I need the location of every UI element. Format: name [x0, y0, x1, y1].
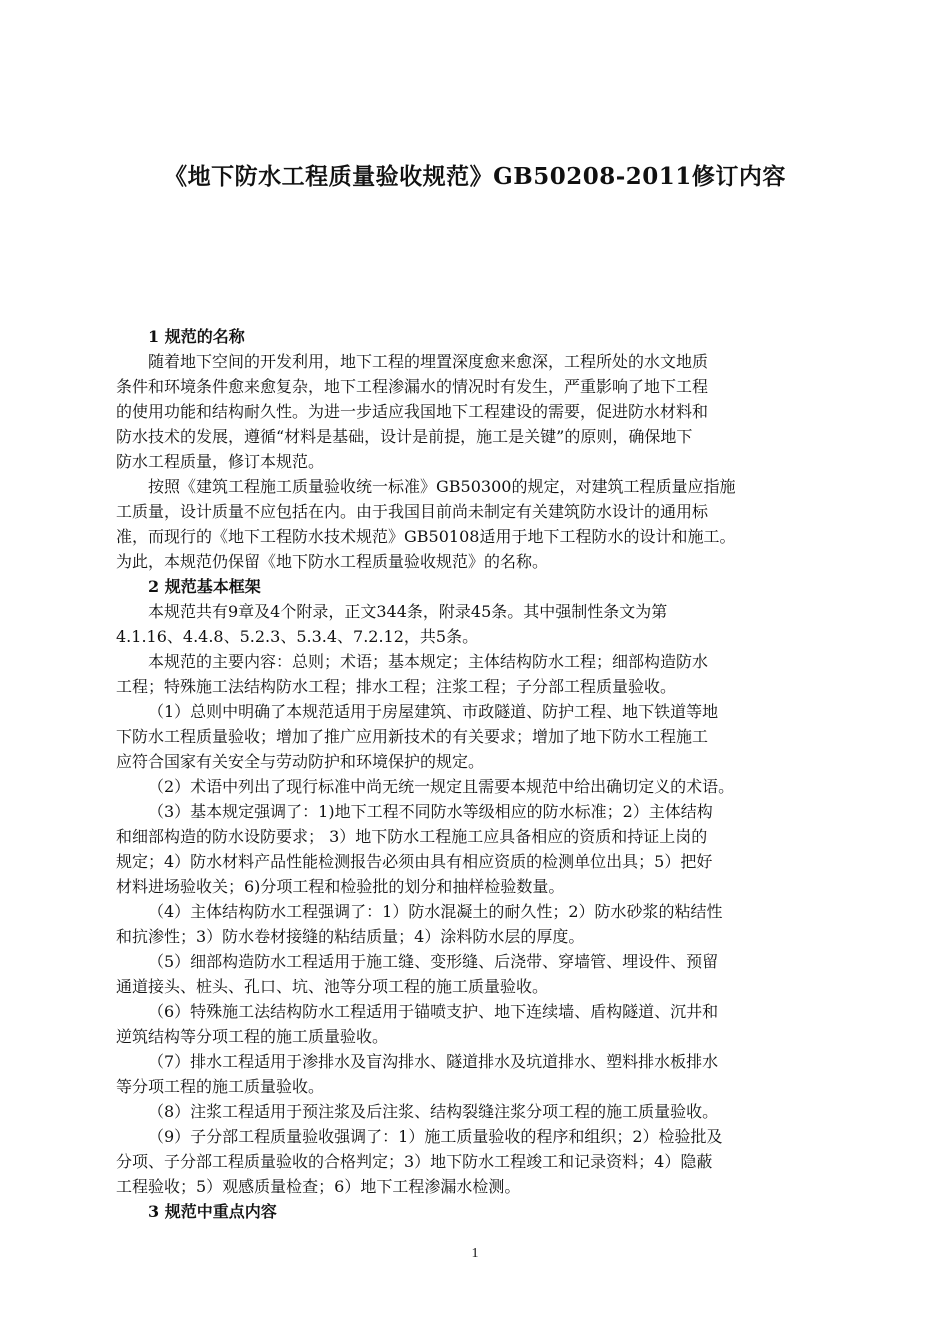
paragraph: [116, 799, 836, 899]
paragraph-line: 工程验收；5）观感质量检查；6）地下工程渗漏水检测。: [116, 1177, 521, 1196]
paragraph-line: 按照《建筑工程施工质量验收统一标准》GB50300的规定，对建筑工程质量应指施: [148, 477, 736, 496]
paragraph-line: 下防水工程质量验收；增加了推广应用新技术的有关要求；增加了地下防水工程施工: [116, 727, 709, 746]
paragraph: [116, 699, 836, 774]
paragraph-line: 通道接头、桩头、孔口、坑、池等分项工程的施工质量验收。: [116, 977, 549, 996]
paragraph-line: 工程；特殊施工法结构防水工程；排水工程；注浆工程；子分部工程质量验收。: [116, 677, 677, 696]
paragraph: [116, 599, 836, 649]
section-heading: 1 规范的名称: [148, 327, 245, 346]
paragraph-line: （6）特殊施工法结构防水工程适用于锚喷支护、地下连续墙、盾构隧道、沉井和: [148, 1002, 719, 1021]
paragraph: [116, 474, 836, 574]
section-heading: 3 规范中重点内容: [148, 1202, 277, 1221]
paragraph-line: 4.1.16、4.4.8、5.2.3、5.3.4、7.2.12，共5条。: [116, 627, 479, 646]
paragraph-line: 工质量，设计质量不应包括在内。由于我国目前尚未制定有关建筑防水设计的通用标: [116, 502, 709, 521]
page-number: 1: [471, 1246, 479, 1261]
paragraph-line: （9）子分部工程质量验收强调了：1）施工质量验收的程序和组织；2）检验批及: [148, 1127, 723, 1146]
paragraph-line: 防水技术的发展，遵循“材料是基础，设计是前提，施工是关键”的原则，确保地下: [116, 427, 693, 446]
paragraph-line: 分项、子分部工程质量验收的合格判定；3）地下防水工程竣工和记录资料；4）隐蔽: [116, 1152, 713, 1171]
paragraph-line: 应符合国家有关安全与劳动防护和环境保护的规定。: [116, 752, 485, 771]
paragraph-line: 和抗渗性；3）防水卷材接缝的粘结质量；4）涂料防水层的厚度。: [116, 927, 585, 946]
paragraph-line: 防水工程质量，修订本规范。: [116, 452, 325, 471]
paragraph-line: 本规范的主要内容：总则；术语；基本规定；主体结构防水工程；细部构造防水: [148, 652, 709, 671]
paragraph: [116, 949, 836, 999]
paragraph-line: 和细部构造的防水设防要求； 3）地下防水工程施工应具备相应的资质和持证上岗的: [116, 827, 708, 846]
paragraph-line: 材料进场验收关；6)分项工程和检验批的划分和抽样检验数量。: [116, 877, 565, 896]
paragraph: [116, 999, 836, 1049]
paragraph-line: （1）总则中明确了本规范适用于房屋建筑、市政隧道、防护工程、地下铁道等地: [148, 702, 719, 721]
paragraph-line: （4）主体结构防水工程强调了：1）防水混凝土的耐久性；2）防水砂浆的粘结性: [148, 902, 723, 921]
document-body: [116, 324, 836, 1224]
paragraph-line: 准，而现行的《地下工程防水技术规范》GB50108适用于地下工程防水的设计和施工。: [116, 527, 736, 546]
paragraph: [116, 774, 836, 799]
paragraph-line: 等分项工程的施工质量验收。: [116, 1077, 325, 1096]
paragraph-line: 逆筑结构等分项工程的施工质量验收。: [116, 1027, 389, 1046]
paragraph-line: （7）排水工程适用于渗排水及盲沟排水、隧道排水及坑道排水、塑料排水板排水: [148, 1052, 719, 1071]
paragraph: [116, 349, 836, 474]
paragraph: [116, 1124, 836, 1199]
section-heading: 2 规范基本框架: [148, 577, 261, 596]
paragraph: [116, 899, 836, 949]
document-title: 《地下防水工程质量验收规范》GB50208-2011修订内容: [164, 163, 786, 190]
paragraph-line: 条件和环境条件愈来愈复杂，地下工程渗漏水的情况时有发生，严重影响了地下工程: [116, 377, 709, 396]
paragraph-line: 为此，本规范仍保留《地下防水工程质量验收规范》的名称。: [116, 552, 549, 571]
paragraph-line: 规定；4）防水材料产品性能检测报告必须由具有相应资质的检测单位出具；5）把好: [116, 852, 713, 871]
paragraph-line: （5）细部构造防水工程适用于施工缝、变形缝、后浇带、穿墙管、埋设件、预留: [148, 952, 719, 971]
paragraph-line: 本规范共有9章及4个附录，正文344条，附录45条。其中强制性条文为第: [148, 602, 668, 621]
paragraph: [116, 649, 836, 699]
paragraph: [116, 1099, 836, 1124]
paragraph: [116, 1049, 836, 1099]
paragraph-line: 随着地下空间的开发利用，地下工程的埋置深度愈来愈深，工程所处的水文地质: [148, 352, 709, 371]
paragraph-line: （2）术语中列出了现行标准中尚无统一规定且需要本规范中给出确切定义的术语。: [148, 777, 735, 796]
paragraph-line: 的使用功能和结构耐久性。为进一步适应我国地下工程建设的需要，促进防水材料和: [116, 402, 709, 421]
paragraph-line: （3）基本规定强调了：1)地下工程不同防水等级相应的防水标准；2）主体结构: [148, 802, 713, 821]
paragraph-line: （8）注浆工程适用于预注浆及后注浆、结构裂缝注浆分项工程的施工质量验收。: [148, 1102, 719, 1121]
